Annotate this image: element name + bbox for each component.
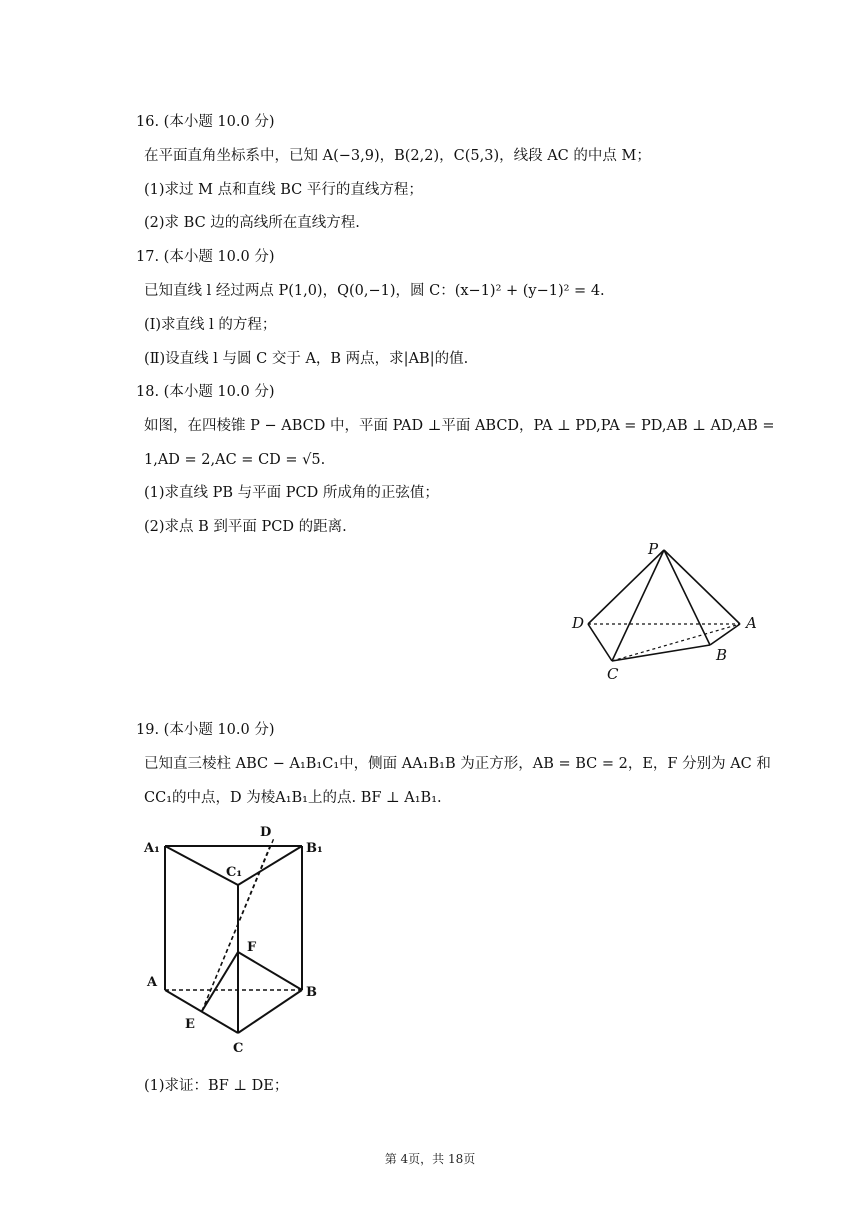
q18-label-c: C bbox=[607, 665, 619, 683]
q16-stem: 在平面直角坐标系中，已知 A(−3,9)，B(2,2)，C(5,3)，线段 AC 的中点 M； bbox=[144, 148, 651, 164]
q17-part2: (Ⅱ)设直线 l 与圆 C 交于 A，B 两点，求|AB|的值. bbox=[144, 351, 469, 367]
q18-part2: (2)求点 B 到平面 PCD 的距离. bbox=[144, 519, 347, 535]
q17-header: 17. (本小题 10.0 分) bbox=[136, 249, 275, 265]
q18-label-p: P bbox=[648, 540, 659, 558]
page-footer: 第 4页，共 18页 bbox=[384, 1152, 476, 1166]
q19-label-a: A bbox=[147, 975, 158, 990]
q19-part1: (1)求证：BF ⊥ DE； bbox=[144, 1078, 289, 1094]
q19-label-c1: C₁ bbox=[226, 865, 243, 880]
q19-label-f: F bbox=[247, 940, 257, 955]
q18-header: 18. (本小题 10.0 分) bbox=[136, 384, 275, 400]
q18-label-d: D bbox=[572, 614, 585, 632]
q19-label-c: C bbox=[233, 1041, 244, 1056]
q16-part1: (1)求过 M 点和直线 BC 平行的直线方程； bbox=[144, 182, 423, 198]
q19-label-b1: B₁ bbox=[306, 841, 323, 856]
q19-header: 19. (本小题 10.0 分) bbox=[136, 722, 275, 738]
q19-stem-line2: CC₁的中点，D 为棱A₁B₁上的点. BF ⊥ A₁B₁. bbox=[144, 790, 442, 806]
q19-stem-line1: 已知直三棱柱 ABC − A₁B₁C₁中，侧面 AA₁B₁B 为正方形，AB = BC = 2，E，F 分别为 AC 和 bbox=[144, 756, 771, 772]
q19-label-b: B bbox=[306, 985, 317, 1000]
q18-stem-line1: 如图，在四棱锥 P − ABCD 中，平面 PAD ⊥平面 ABCD，PA ⊥ PD,PA = PD,AB ⊥ AD,AB = bbox=[144, 418, 775, 434]
q19-label-d: D bbox=[260, 825, 272, 840]
q16-part2: (2)求 BC 边的高线所在直线方程. bbox=[144, 215, 360, 231]
q18-pyramid-figure bbox=[560, 535, 770, 685]
q18-part1: (1)求直线 PB 与平面 PCD 所成角的正弦值； bbox=[144, 485, 439, 501]
q18-label-a: A bbox=[746, 614, 757, 632]
q19-label-e: E bbox=[185, 1017, 195, 1032]
q18-label-b: B bbox=[716, 646, 728, 664]
q19-prism-figure bbox=[140, 820, 330, 1060]
q18-stem-line2: 1,AD = 2,AC = CD = √5. bbox=[144, 452, 326, 468]
q17-part1: (Ⅰ)求直线 l 的方程； bbox=[144, 317, 277, 333]
q16-header: 16. (本小题 10.0 分) bbox=[136, 114, 275, 130]
q17-stem: 已知直线 l 经过两点 P(1,0)，Q(0,−1)，圆 C：(x−1)² + (y−1)² = 4. bbox=[144, 283, 605, 299]
q19-label-a1: A₁ bbox=[144, 841, 160, 856]
